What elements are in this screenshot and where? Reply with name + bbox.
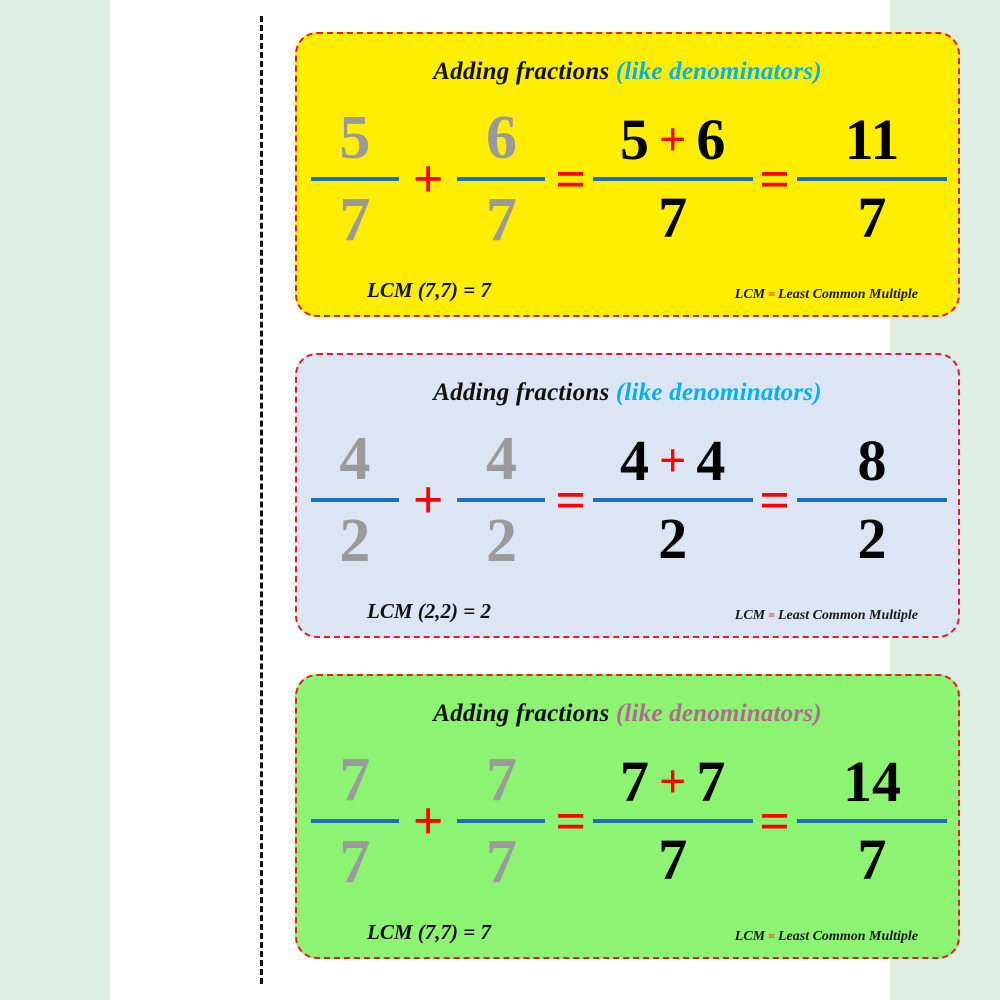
legend-text-1: Least Common Multiple bbox=[777, 287, 918, 302]
card-title-3 bbox=[315, 700, 940, 728]
left-numerator-1: 5 bbox=[339, 104, 371, 172]
card-title-sub-2: (like denominators) bbox=[615, 379, 822, 406]
card-list bbox=[295, 32, 960, 995]
operator-plus-3: + bbox=[412, 791, 444, 851]
combined-denominator-1: 7 bbox=[658, 185, 688, 250]
left-fraction-1 bbox=[315, 105, 395, 253]
left-fraction-3 bbox=[315, 747, 395, 895]
combined-denominator-2: 2 bbox=[658, 506, 688, 571]
combined-num-right-3: 7 bbox=[696, 749, 726, 814]
worksheet-sheet bbox=[110, 0, 918, 1000]
fraction-card-3 bbox=[295, 674, 960, 959]
card-title-sub-1: (like denominators) bbox=[615, 58, 822, 85]
card-title-sub-3: (like denominators) bbox=[615, 700, 822, 727]
combined-fraction-3 bbox=[600, 751, 745, 891]
result-fraction-1 bbox=[804, 109, 940, 249]
legend-equals-1: = bbox=[768, 287, 775, 301]
card-title-main-2: Adding fractions bbox=[433, 379, 610, 406]
lcm-label-2: LCM bbox=[367, 599, 413, 623]
combined-num-plus-3: + bbox=[659, 755, 687, 808]
lcm-statement-3 bbox=[367, 920, 491, 945]
card-footer-2 bbox=[297, 599, 958, 624]
equals-sign-3a: = bbox=[555, 791, 587, 851]
lcm-pair-3: (7,7) bbox=[417, 920, 459, 944]
fraction-card-2 bbox=[295, 353, 960, 638]
right-denominator-1: 7 bbox=[485, 186, 517, 254]
fraction-card-1 bbox=[295, 32, 960, 317]
equals-sign-3b: = bbox=[759, 791, 791, 851]
result-fraction-3 bbox=[804, 751, 940, 891]
combined-num-right-1: 6 bbox=[696, 107, 726, 172]
lcm-value-3: 7 bbox=[480, 920, 491, 944]
combined-num-left-3: 7 bbox=[620, 749, 650, 814]
result-numerator-2: 8 bbox=[857, 428, 887, 493]
result-numerator-3: 14 bbox=[843, 749, 902, 814]
equals-sign-1b: = bbox=[759, 149, 791, 209]
right-numerator-3: 7 bbox=[485, 746, 517, 814]
fraction-bar bbox=[797, 498, 947, 502]
fraction-bar bbox=[311, 819, 399, 823]
fraction-bar bbox=[457, 177, 545, 181]
lcm-equals-2: = bbox=[463, 599, 476, 623]
combined-numerator-1 bbox=[614, 109, 731, 171]
combined-fraction-1 bbox=[600, 109, 745, 249]
fraction-bar bbox=[311, 498, 399, 502]
result-denominator-1: 7 bbox=[857, 185, 887, 250]
left-denominator-2: 2 bbox=[339, 507, 371, 575]
lcm-value-2: 2 bbox=[480, 599, 491, 623]
card-title-1 bbox=[315, 58, 940, 86]
legend-text-2: Least Common Multiple bbox=[777, 608, 918, 623]
right-numerator-2: 4 bbox=[485, 425, 517, 493]
right-fraction-1 bbox=[462, 105, 542, 253]
equation-row-2 bbox=[315, 425, 940, 575]
right-denominator-2: 2 bbox=[485, 507, 517, 575]
left-fraction-2 bbox=[315, 426, 395, 574]
lcm-pair-1: (7,7) bbox=[417, 278, 459, 302]
result-numerator-1: 11 bbox=[844, 107, 900, 172]
lcm-statement-2 bbox=[367, 599, 491, 624]
combined-denominator-3: 7 bbox=[658, 827, 688, 892]
legend-abbr-3: LCM bbox=[734, 929, 766, 944]
fraction-bar bbox=[593, 177, 753, 181]
equation-row-3 bbox=[315, 746, 940, 896]
operator-plus-2: + bbox=[412, 470, 444, 530]
combined-fraction-2 bbox=[600, 430, 745, 570]
lcm-statement-1 bbox=[367, 278, 491, 303]
legend-abbr-1: LCM bbox=[734, 287, 766, 302]
card-title-main-1: Adding fractions bbox=[433, 58, 610, 85]
lcm-legend-1 bbox=[735, 287, 918, 303]
right-fraction-2 bbox=[462, 426, 542, 574]
right-fraction-3 bbox=[462, 747, 542, 895]
card-title-main-3: Adding fractions bbox=[433, 700, 610, 727]
lcm-label-3: LCM bbox=[367, 920, 413, 944]
combined-numerator-3 bbox=[614, 751, 731, 813]
fraction-bar bbox=[311, 177, 399, 181]
legend-equals-3: = bbox=[768, 929, 775, 943]
equals-sign-1a: = bbox=[555, 149, 587, 209]
combined-num-left-1: 5 bbox=[620, 107, 650, 172]
dashed-spine-line bbox=[260, 16, 263, 984]
lcm-legend-3 bbox=[735, 929, 918, 945]
result-denominator-3: 7 bbox=[857, 827, 887, 892]
legend-abbr-2: LCM bbox=[734, 608, 766, 623]
operator-plus-1: + bbox=[412, 149, 444, 209]
left-denominator-1: 7 bbox=[339, 186, 371, 254]
legend-equals-2: = bbox=[768, 608, 775, 622]
fraction-bar bbox=[457, 819, 545, 823]
combined-numerator-2 bbox=[614, 430, 731, 492]
left-denominator-3: 7 bbox=[339, 828, 371, 896]
card-footer-3 bbox=[297, 920, 958, 945]
combined-num-right-2: 4 bbox=[696, 428, 726, 493]
lcm-legend-2 bbox=[735, 608, 918, 624]
lcm-value-1: 7 bbox=[480, 278, 491, 302]
lcm-equals-1: = bbox=[463, 278, 476, 302]
fraction-bar bbox=[593, 819, 753, 823]
equals-sign-2a: = bbox=[555, 470, 587, 530]
lcm-pair-2: (2,2) bbox=[417, 599, 459, 623]
fraction-bar bbox=[797, 819, 947, 823]
left-numerator-3: 7 bbox=[339, 746, 371, 814]
result-denominator-2: 2 bbox=[857, 506, 887, 571]
fraction-bar bbox=[593, 498, 753, 502]
combined-num-left-2: 4 bbox=[620, 428, 650, 493]
lcm-label-1: LCM bbox=[367, 278, 413, 302]
combined-num-plus-2: + bbox=[659, 434, 687, 487]
equals-sign-2b: = bbox=[759, 470, 791, 530]
combined-num-plus-1: + bbox=[659, 113, 687, 166]
lcm-equals-3: = bbox=[463, 920, 476, 944]
legend-text-3: Least Common Multiple bbox=[777, 929, 918, 944]
card-title-2 bbox=[315, 379, 940, 407]
fraction-bar bbox=[457, 498, 545, 502]
right-numerator-1: 6 bbox=[485, 104, 517, 172]
result-fraction-2 bbox=[804, 430, 940, 570]
right-denominator-3: 7 bbox=[485, 828, 517, 896]
card-footer-1 bbox=[297, 278, 958, 303]
left-numerator-2: 4 bbox=[339, 425, 371, 493]
equation-row-1 bbox=[315, 104, 940, 254]
fraction-bar bbox=[797, 177, 947, 181]
